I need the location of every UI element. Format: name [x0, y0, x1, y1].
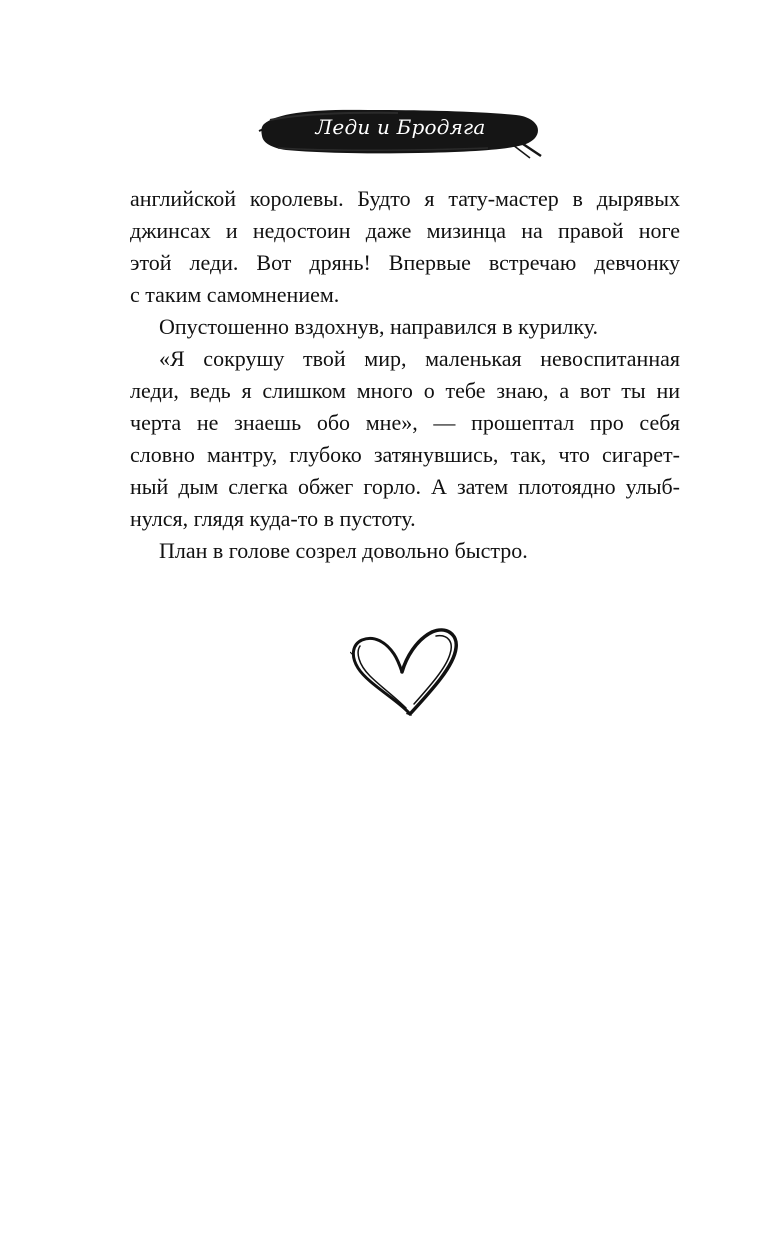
text-line: с таким самомнением.: [130, 282, 340, 307]
text-line: джинсах и недостоин даже мизинца на правой ноге: [130, 218, 680, 243]
text-line: этой леди. Вот дрянь! Впервые встречаю девчонку: [130, 250, 680, 275]
heart-icon: [350, 622, 460, 718]
text-line: «Я сокрушу твой мир, маленькая невоспитанная: [159, 346, 680, 371]
text-line: словно мантру, глубоко затянувшись, так, что сигарет-: [130, 442, 680, 467]
text-line: ный дым слегка обжег горло. А затем плотоядно улыб-: [130, 474, 680, 499]
running-header-title: Леди и Бродяга: [315, 115, 486, 139]
text-line: черта не знаешь обо мне», — прошептал про себя: [130, 410, 680, 435]
text-line: леди, ведь я слишком много о тебе знаю, а вот ты ни: [130, 378, 680, 403]
text-line: План в голове созрел довольно быстро.: [159, 538, 528, 563]
text-line: английской королевы. Будто я тату-мастер в дырявых: [130, 186, 680, 211]
text-line: нулся, глядя куда-то в пустоту.: [130, 506, 416, 531]
running-header: [258, 98, 543, 160]
body-text: [130, 183, 680, 567]
text-line: Опустошенно вздохнув, направился в курилку.: [159, 314, 598, 339]
